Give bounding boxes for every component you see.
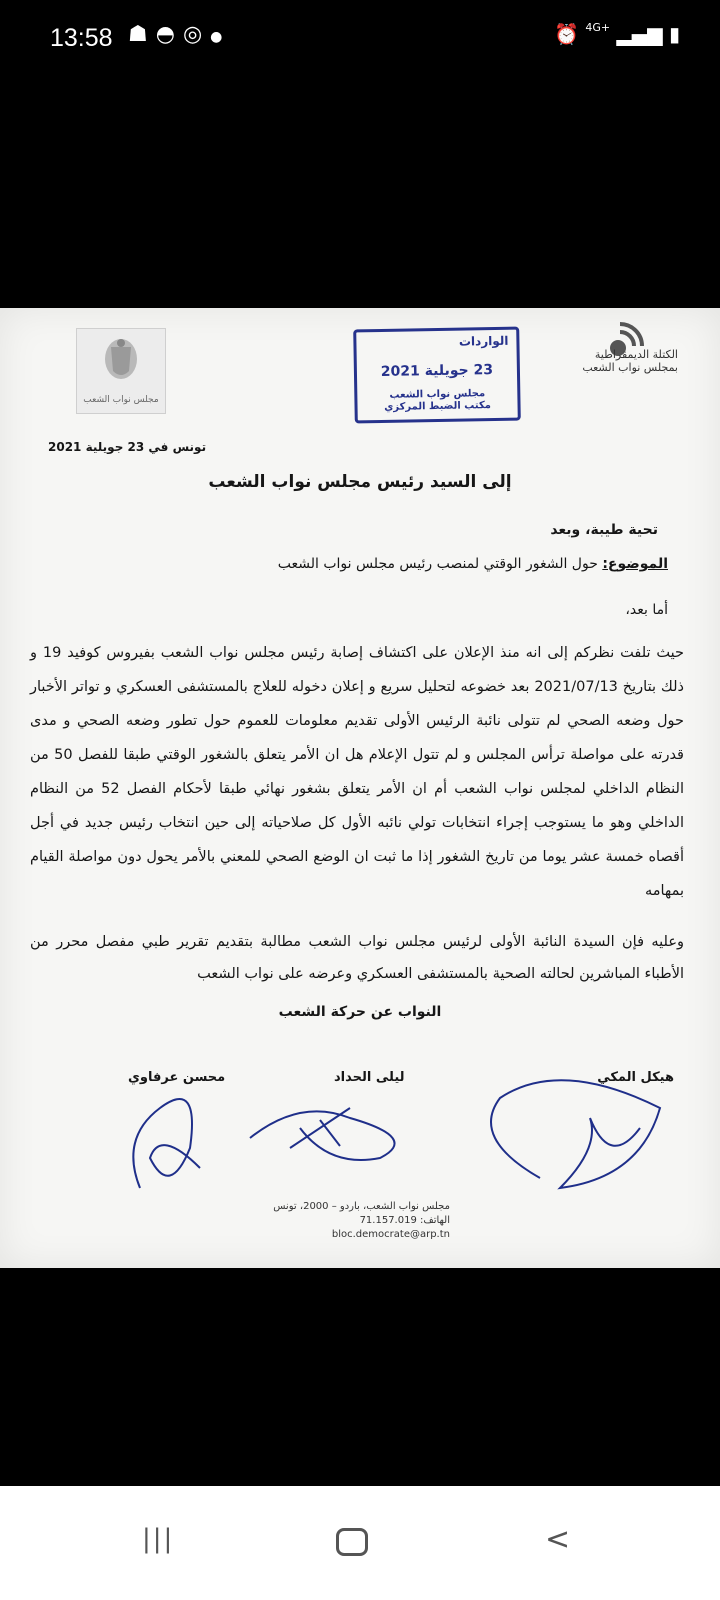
signatory-name: ليلى الحداد: [334, 1070, 405, 1085]
stamp-date: 23 جويلية 2021: [380, 362, 494, 380]
greeting: تحية طيبة، وبعد: [550, 522, 658, 538]
stamp-header: الواردات: [458, 333, 509, 349]
home-button[interactable]: [336, 1528, 368, 1556]
signatory-name: محسن عرفاوي: [128, 1070, 226, 1085]
stamp-footer: مجلس نواب الشعب مكتب الضبط المركزي: [384, 388, 492, 413]
received-stamp: [353, 327, 521, 424]
signal-icon: ▂▄▆: [616, 22, 663, 46]
navigation-bar: [0, 1486, 720, 1600]
status-time: 13:58: [50, 24, 113, 52]
logo-caption: مجلس نواب الشعب: [83, 395, 159, 405]
handwritten-signatures: [0, 1028, 720, 1228]
notification-icon: ☗: [128, 22, 156, 47]
bloc-name: الكتلة الديمقراطية بمجلس نواب الشعب: [582, 348, 678, 374]
letter-footer: مجلس نواب الشعب، باردو – 2000، تونس الهاتف: 71.157.019 bloc.democrate@arp.tn: [273, 1201, 450, 1240]
intro: أما بعد،: [625, 602, 668, 618]
addressee: إلى السيد رئيس مجلس نواب الشعب: [208, 472, 512, 492]
status-left-icons: [128, 22, 230, 47]
battery-icon: ▮: [668, 22, 680, 46]
alarm-icon: ⏰: [554, 22, 579, 46]
status-bar: [0, 0, 720, 84]
document-page: [0, 308, 720, 1268]
paragraph-1: حيث تلفت نظركم إلى انه منذ الإعلان على اكتشاف إصابة رئيس مجلس نواب الشعب بفيروس كوفيد 19 و ذلك بتاريخ 2021/07/13 بعد خضوعه لتحليل سريع و إعلان دخوله للعلاج بالمستشفى العسكري و تواتر الأخبار حول وضعه الصحي لم تتولى نائبة الرئيس الأولى تقديم معلومات للعموم حول تطور وضعه الصحي و مدى قدرته على مواصلة ترأس المجلس و لم تتول الإعلام هل ان الأمر يتعلق بالشغور الوقتي طبقا للفصل 50 من النظام الداخلي لمجلس نواب الشعب أم ان الأمر يتعلق بشغور نهائي طبقا لأحكام الفصل 52 من النظام الداخلي وهو ما يستوجب إجراء انتخابات تولي نائبه الأول كل صلاحياته إلى حين انتخاب رئيس جديد في أجل أقصاه خمسة عشر يوما من تاريخ الشغور إذا ما ثبت ان الوضع الصحي للمعني بالأمر يحول دون مواصلة القيام بمهامه: [30, 645, 684, 899]
subject-text: حول الشغور الوقتي لمنصب رئيس مجلس نواب الشعب: [277, 556, 598, 572]
camera-icon: ◎: [182, 22, 211, 47]
back-button[interactable]: <: [545, 1522, 571, 1557]
status-right-icons: [554, 22, 680, 46]
subject-line: [278, 556, 668, 572]
recent-apps-button[interactable]: |||: [142, 1524, 175, 1554]
chat-icon: ◓: [155, 22, 183, 47]
emblem-icon: [101, 337, 141, 385]
paragraph-2: وعليه فإن السيدة النائبة الأولى لرئيس مجلس نواب الشعب مطالبة بتقديم تقرير طبي مفصل محرر من الأطباء المباشرين لحالته الصحية بالمستشفى العسكري وعرضه على نواب الشعب: [30, 934, 684, 982]
parliament-logo: [76, 328, 166, 414]
signed-by: النواب عن حركة الشعب: [278, 1004, 442, 1020]
date-line: تونس في 23 جويلية 2021: [48, 440, 207, 454]
signatory-name: هيكل المكي: [597, 1070, 674, 1085]
network-icon: 4G+: [585, 21, 611, 34]
subject-label: الموضوع:: [602, 556, 668, 572]
dot-icon: ●: [210, 29, 231, 45]
